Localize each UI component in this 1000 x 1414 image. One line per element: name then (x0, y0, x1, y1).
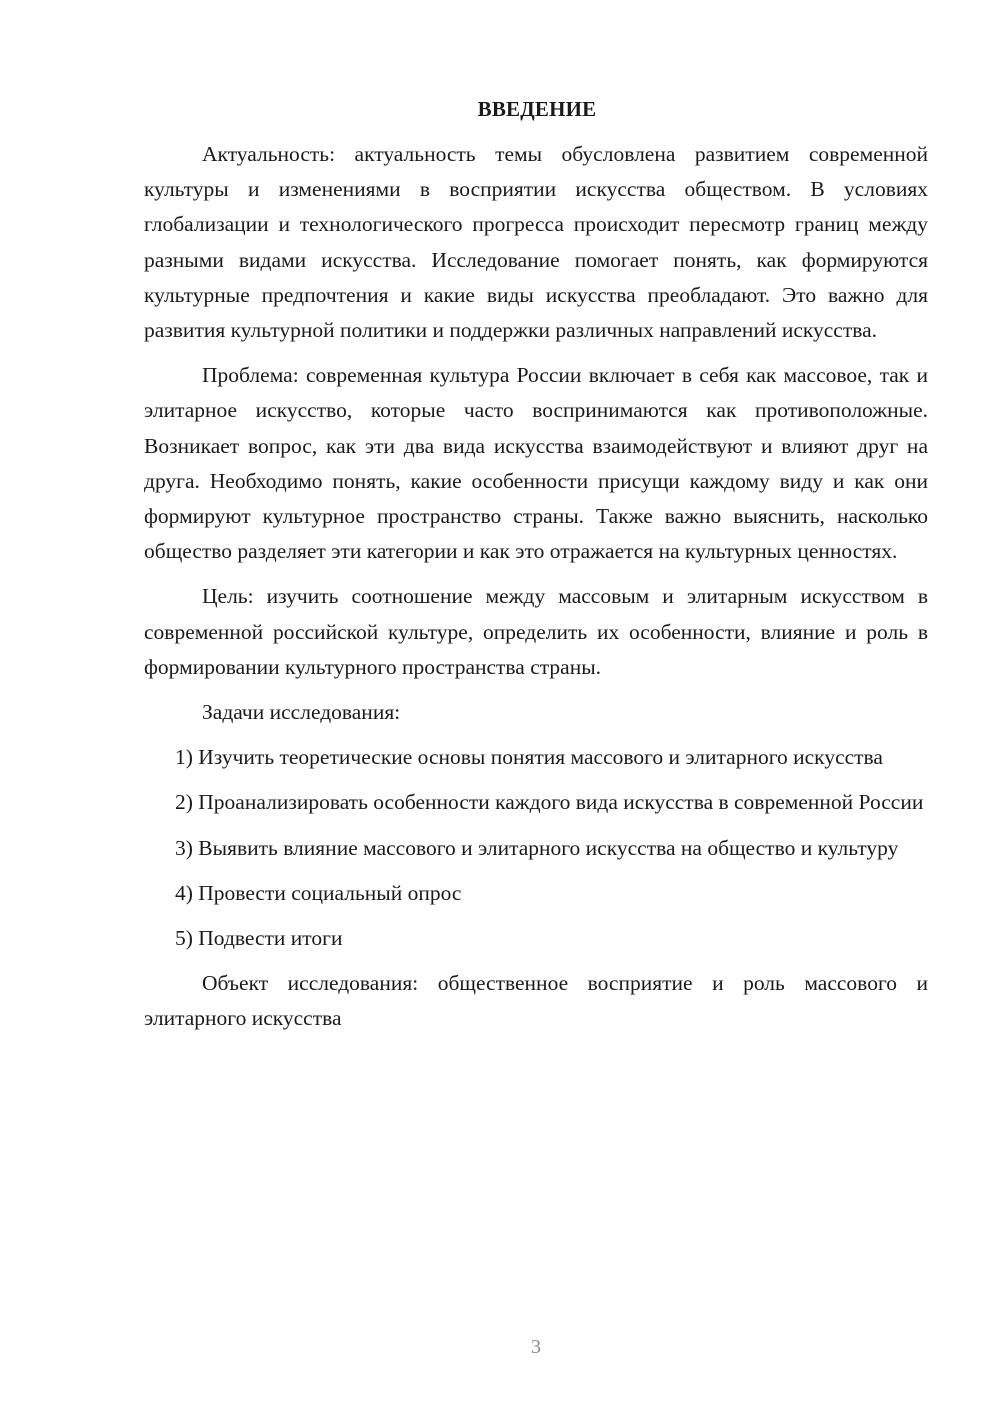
task-item: 5) Подвести итоги (175, 926, 343, 951)
task-item: 3) Выявить влияние массового и элитарного искусства на общество и культуру (175, 835, 899, 860)
problem-paragraph: Проблема: современная культура России включает в себя как массовое, так и элитарное искусство, которые часто воспринимаются как противоположные. Возникает вопрос, как эти два вида искусства взаимодействуют и влияют друг на друга. Необходимо понять, какие особенности присущи каждому виду и как они формируют культурное пространство страны. Также важно выяснить, насколько общество разделяет эти категории и как это отражается на культурных ценностях. (144, 363, 928, 564)
goal-paragraph: Цель: изучить соотношение между массовым и элитарным искусством в современной российской культуре, определить их особенности, влияние и роль в формировании культурного пространства страны. (144, 584, 928, 679)
object-paragraph: Объект исследования: общественное восприятие и роль массового и элитарного искусства (144, 971, 928, 1031)
page-number: 3 (531, 1336, 541, 1358)
task-item: 1) Изучить теоретические основы понятия массового и элитарного искусства (175, 745, 883, 770)
section-title: ВВЕДЕНИЕ (477, 97, 597, 121)
task-item: 2) Проанализировать особенности каждого вида искусства в современной России (175, 790, 924, 815)
relevance-paragraph: Актуальность: актуальность темы обусловлена развитием современной культуры и изменениями в восприятии искусства обществом. В условиях глобализации и технологического прогресса происходит пересмотр границ между разными видами искусства. Исследование помогает понять, как формируются культурные предпочтения и какие виды искусства преобладают. Это важно для развития культурной политики и поддержки различных направлений искусства. (144, 142, 928, 343)
task-item: 4) Провести социальный опрос (175, 880, 462, 905)
document-page (144, 92, 928, 1037)
tasks-heading: Задачи исследования: (202, 700, 401, 725)
